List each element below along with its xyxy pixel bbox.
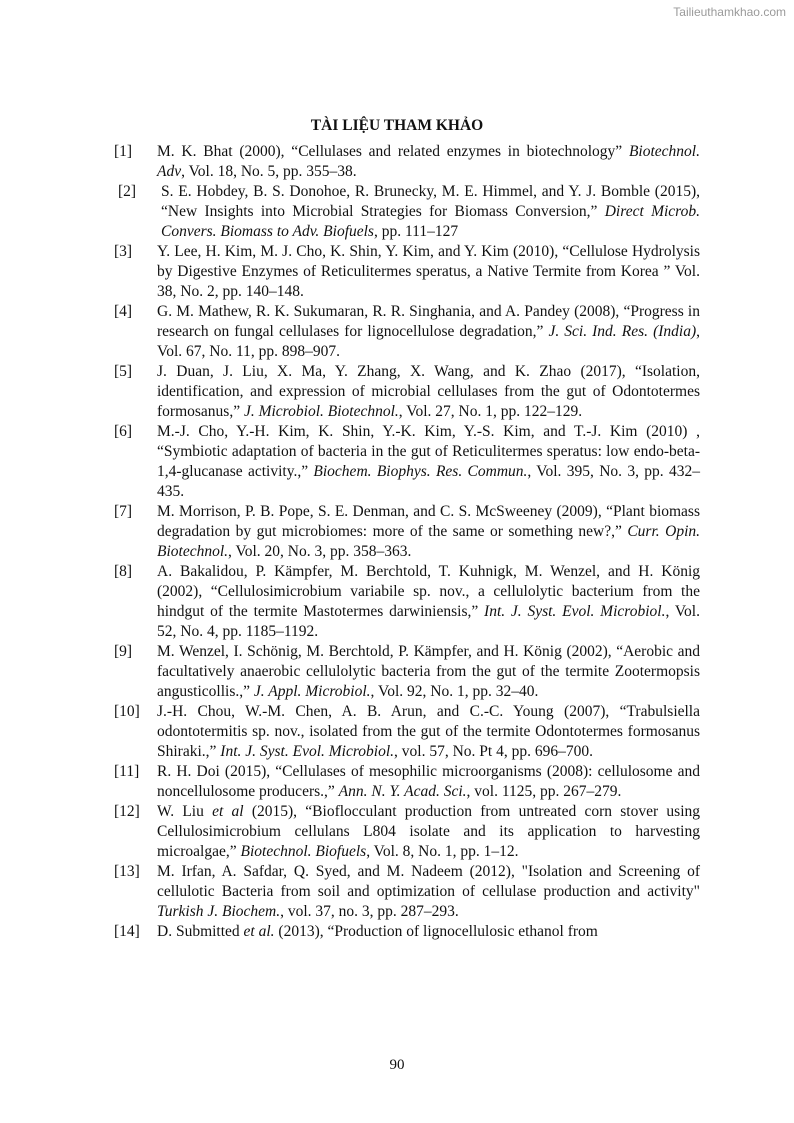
reference-segment: , Vol. 8, No. 1, pp. 1–12. bbox=[366, 843, 519, 860]
reference-text bbox=[157, 182, 700, 242]
reference-segment: M. K. Bhat (2000), “Cellulases and related enzymes in biotechnology” bbox=[157, 143, 629, 160]
reference-item bbox=[112, 182, 700, 242]
reference-item bbox=[112, 862, 700, 922]
reference-segment: , Vol. 395, No. 3, pp. 432–435. bbox=[157, 463, 700, 500]
reference-italic-segment: et al bbox=[212, 803, 244, 820]
reference-segment: R. H. Doi (2015), “Cellulases of mesophilic microorganisms (2008): cellulosome and noncellulosome producers.,” bbox=[157, 763, 700, 800]
reference-segment: , Vol. 20, No. 3, pp. 358–363. bbox=[228, 543, 412, 560]
reference-italic-segment: Int. J. Syst. Evol. Microbiol. bbox=[484, 603, 666, 620]
reference-number: [6] bbox=[114, 423, 133, 440]
reference-number: [12] bbox=[114, 803, 140, 820]
reference-text bbox=[157, 762, 700, 802]
reference-text bbox=[157, 422, 700, 502]
reference-italic-segment: Biotechnol. Biofuels bbox=[240, 843, 367, 860]
reference-item bbox=[112, 702, 700, 762]
reference-text bbox=[157, 302, 700, 362]
reference-segment: , Vol. 27, No. 1, pp. 122–129. bbox=[398, 403, 583, 420]
watermark: Tailieuthamkhao.com bbox=[673, 5, 786, 19]
reference-segment: , vol. 57, No. Pt 4, pp. 696–700. bbox=[394, 743, 593, 760]
reference-item bbox=[112, 242, 700, 302]
reference-italic-segment: Direct Microb. Convers. Biomass to Adv. Biofuels bbox=[161, 203, 700, 240]
reference-italic-segment: Int. J. Syst. Evol. Microbiol. bbox=[220, 743, 395, 760]
reference-item bbox=[112, 922, 700, 942]
reference-item bbox=[112, 142, 700, 182]
reference-item bbox=[112, 642, 700, 702]
reference-italic-segment: Curr. Opin. Biotechnol. bbox=[157, 523, 700, 560]
reference-number: [3] bbox=[114, 243, 133, 260]
reference-italic-segment: Biochem. Biophys. Res. Commun. bbox=[313, 463, 528, 480]
reference-segment: S. E. Hobdey, B. S. Donohoe, R. Brunecky, M. E. Himmel, and Y. J. Bomble (2015), “New Insights into Microbial Strategies for Biomass Conversion,” bbox=[161, 183, 700, 220]
reference-number: [5] bbox=[114, 363, 133, 380]
page-title: TÀI LIỆU THAM KHẢO bbox=[310, 117, 484, 134]
reference-text bbox=[157, 642, 700, 702]
reference-number: [14] bbox=[114, 923, 140, 940]
reference-item bbox=[112, 302, 700, 362]
reference-italic-segment: et al. bbox=[243, 923, 275, 940]
reference-segment: , vol. 37, no. 3, pp. 287–293. bbox=[280, 903, 459, 920]
reference-item bbox=[112, 422, 700, 502]
reference-text bbox=[157, 242, 700, 302]
reference-segment: J.-H. Chou, W.-M. Chen, A. B. Arun, and C.-C. Young (2007), “Trabulsiella odontotermitis sp. nov., isolated from the gut of the termite Odontotermes formosanus Shiraki.,” bbox=[157, 703, 700, 760]
reference-segment: , pp. 111–127 bbox=[373, 223, 459, 240]
reference-item bbox=[112, 762, 700, 802]
page-number: 90 bbox=[389, 1057, 405, 1073]
reference-italic-segment: Turkish J. Biochem. bbox=[157, 903, 281, 920]
reference-segment: M. Morrison, P. B. Pope, S. E. Denman, and C. S. McSweeney (2009), “Plant biomass degradation by gut microbiomes: more of the same or something new?,” bbox=[157, 503, 700, 540]
reference-text bbox=[157, 142, 700, 182]
reference-italic-segment: J. Microbiol. Biotechnol. bbox=[243, 403, 399, 420]
reference-segment: (2013), “Production of lignocellulosic ethanol from bbox=[274, 923, 598, 940]
reference-segment: , Vol. 52, No. 4, pp. 1185–1192. bbox=[157, 603, 700, 640]
reference-text bbox=[157, 362, 700, 422]
reference-segment: Y. Lee, H. Kim, M. J. Cho, K. Shin, Y. Kim, and Y. Kim (2010), “Cellulose Hydrolysis by Digestive Enzymes of Reticulitermes speratus, a Native Termite from Korea ” Vol. 38, No. 2, pp. 140–148. bbox=[157, 243, 700, 300]
reference-number: [10] bbox=[114, 703, 140, 720]
reference-segment: , Vol. 18, No. 5, pp. 355–38. bbox=[181, 163, 357, 180]
reference-segment: M. Irfan, A. Safdar, Q. Syed, and M. Nadeem (2012), "Isolation and Screening of cellulotic Bacteria from soil and optimization of cellulase production and activity" bbox=[157, 863, 700, 900]
reference-segment: M. Wenzel, I. Schönig, M. Berchtold, P. Kämpfer, and H. König (2002), “Aerobic and facultatively anaerobic cellulolytic bacteria from the gut of the termite Zootermopsis angusticollis.,” bbox=[157, 643, 700, 700]
reference-italic-segment: Biotechnol. Adv bbox=[157, 143, 700, 180]
reference-list bbox=[112, 142, 700, 942]
reference-segment: , Vol. 92, No. 1, pp. 32–40. bbox=[370, 683, 539, 700]
reference-segment: D. Submitted bbox=[157, 923, 244, 940]
reference-text bbox=[157, 702, 700, 762]
reference-text bbox=[157, 922, 700, 942]
reference-number: [2] bbox=[118, 183, 137, 200]
reference-number: [8] bbox=[114, 563, 133, 580]
reference-segment: , vol. 1125, pp. 267–279. bbox=[466, 783, 622, 800]
reference-number: [11] bbox=[114, 763, 140, 780]
reference-segment: A. Bakalidou, P. Kämpfer, M. Berchtold, T. Kuhnigk, M. Wenzel, and H. König (2002), “Cellulosimicrobium variabile sp. nov., a cellulolytic bacterium from the hindgut of the termite Mastotermes darwiniensis,” bbox=[157, 563, 700, 620]
reference-text bbox=[157, 562, 700, 642]
reference-italic-segment: Ann. N. Y. Acad. Sci. bbox=[338, 783, 467, 800]
reference-segment: , Vol. 67, No. 11, pp. 898–907. bbox=[157, 323, 701, 360]
reference-text bbox=[157, 502, 700, 562]
reference-segment: G. M. Mathew, R. K. Sukumaran, R. R. Singhania, and A. Pandey (2008), “Progress in research on fungal cellulases for lignocellulose degradation,” bbox=[157, 303, 700, 340]
reference-item bbox=[112, 802, 700, 862]
reference-italic-segment: J. Sci. Ind. Res. (India) bbox=[548, 323, 697, 340]
reference-number: [4] bbox=[114, 303, 133, 320]
reference-segment: J. Duan, J. Liu, X. Ma, Y. Zhang, X. Wang, and K. Zhao (2017), “Isolation, identification, and expression of microbial cellulases from the gut of Odontotermes formosanus,” bbox=[157, 363, 700, 420]
reference-text bbox=[157, 802, 700, 862]
reference-item bbox=[112, 502, 700, 562]
reference-item bbox=[112, 562, 700, 642]
reference-italic-segment: J. Appl. Microbiol. bbox=[253, 683, 371, 700]
reference-number: [7] bbox=[114, 503, 133, 520]
reference-segment: W. Liu bbox=[157, 803, 213, 820]
reference-text bbox=[157, 862, 700, 922]
reference-number: [1] bbox=[114, 143, 133, 160]
reference-item bbox=[112, 362, 700, 422]
reference-segment: (2015), “Bioflocculant production from untreated corn stover using Cellulosimicrobium cellulans L804 isolate and its application to harvesting microalgae,” bbox=[157, 803, 700, 860]
reference-number: [13] bbox=[114, 863, 140, 880]
reference-number: [9] bbox=[114, 643, 133, 660]
reference-segment: M.-J. Cho, Y.-H. Kim, K. Shin, Y.-K. Kim, Y.-S. Kim, and T.-J. Kim (2010) , “Symbiotic adaptation of bacteria in the gut of Reticulitermes speratus: low endo-beta-1,4-glucanase activity.,” bbox=[157, 423, 700, 480]
